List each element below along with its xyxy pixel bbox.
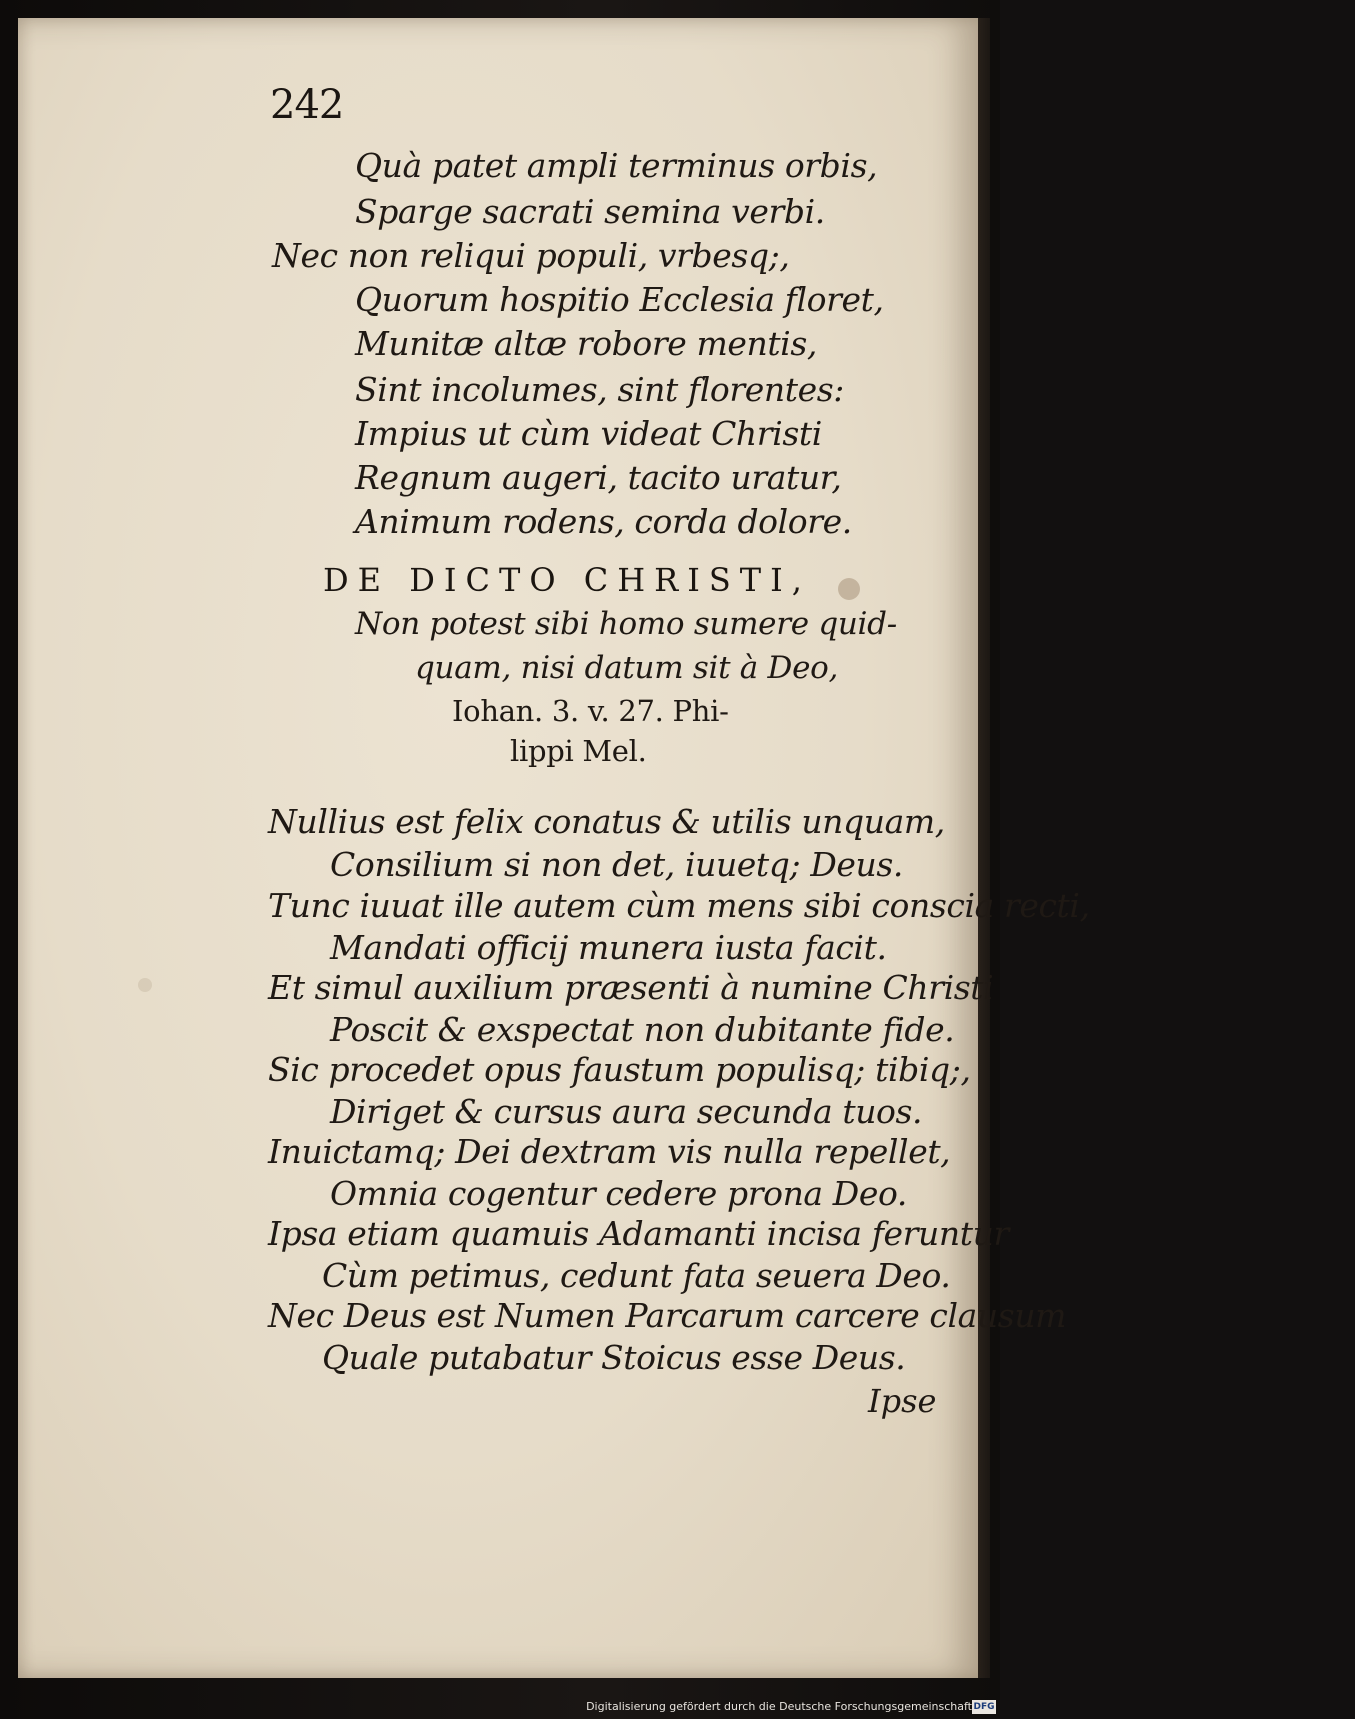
dfg-logo: DFG <box>973 1702 995 1712</box>
paper-stain <box>838 578 860 600</box>
paper-stain <box>138 978 152 992</box>
verse-line: Regnum augeri, tacito uratur, <box>355 458 842 497</box>
verse-line: Quale putabatur Stoicus esse Deus. <box>322 1338 906 1377</box>
title-subline: Non potest sibi homo sumere quid- <box>355 606 897 642</box>
verse-line: Nec Deus est Numen Parcarum carcere clausum <box>268 1296 1067 1335</box>
verse-line: Sparge sacrati semina verbi. <box>355 192 825 231</box>
verse-line: Cùm petimus, cedunt fata seuera Deo. <box>322 1256 951 1295</box>
verse-line: Nullius est felix conatus & utilis unquam, <box>268 802 945 841</box>
verse-line: Quà patet ampli terminus orbis, <box>355 146 878 185</box>
catchword: Ipse <box>868 1382 937 1420</box>
poem-title: DE DICTO CHRISTI, <box>323 561 811 599</box>
verse-line: Animum rodens, corda dolore. <box>355 502 852 541</box>
verse-line: Poscit & exspectat non dubitante fide. <box>330 1010 955 1049</box>
digitization-credit: Digitalisierung gefördert durch die Deutsche Forschungsgemeinschaft <box>586 1700 972 1713</box>
verse-line: Inuictamq; Dei dextram vis nulla repellet, <box>268 1132 951 1171</box>
verse-line: Impius ut cùm videat Christi <box>355 414 822 453</box>
verse-line: Sint incolumes, sint florentes: <box>355 370 844 409</box>
verse-line: Omnia cogentur cedere prona Deo. <box>330 1174 907 1213</box>
title-subline: quam, nisi datum sit à Deo, <box>415 650 839 686</box>
verse-line: Ipsa etiam quamuis Adamanti incisa feruntur <box>268 1214 1009 1253</box>
verse-line: Munitæ altæ robore mentis, <box>355 324 817 363</box>
verse-line: Consilium si non det, iuuetq; Deus. <box>330 845 903 884</box>
verse-line: Quorum hospitio Ecclesia floret, <box>355 280 884 319</box>
title-author: lippi Mel. <box>510 734 647 768</box>
title-reference: Iohan. 3. v. 27. Phi- <box>452 694 729 728</box>
verse-line: Diriget & cursus aura secunda tuos. <box>330 1092 923 1131</box>
verse-line: Sic procedet opus faustum populisq; tibiq;, <box>268 1050 971 1089</box>
verse-line: Et simul auxilium præsenti à numine Christi <box>268 968 994 1007</box>
page-number: 242 <box>270 82 344 128</box>
verse-line: Nec non reliqui populi, vrbesq;, <box>272 236 790 275</box>
verse-line: Tunc iuuat ille autem cùm mens sibi conscia recti, <box>268 886 1090 925</box>
verse-line: Mandati officij munera iusta facit. <box>330 928 887 967</box>
